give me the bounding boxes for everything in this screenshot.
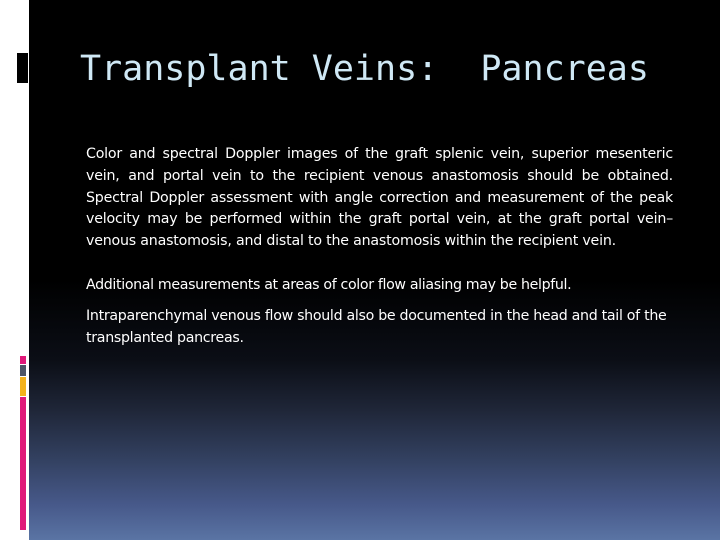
title-marker-bar — [17, 53, 28, 83]
slide-body — [86, 144, 673, 349]
body-paragraph-intraparenchymal: Intraparenchymal venous flow should also be documented in the head and tail of the transplanted pancreas. — [86, 307, 667, 346]
body-paragraph-doppler: Color and spectral Doppler images of the graft splenic vein, superior mesenteric vein, and portal vein to the recipient venous anastomosis should be obtained. Spectral Doppler assessment with angle correction and measurement of the peak velocity may be performed within the graft portal vein, at the graft portal vein–venous anastomosis, and distal to the anastomosis within the recipient vein. — [86, 146, 673, 250]
slide-content-area — [29, 0, 720, 540]
accent-bar-pink-bottom — [20, 397, 26, 530]
accent-bar-pink-top — [20, 356, 26, 364]
slide-title: Transplant Veins: Pancreas — [80, 49, 649, 89]
body-paragraph-aliasing: Additional measurements at areas of color flow aliasing may be helpful. — [86, 276, 572, 293]
accent-bar-yellow — [20, 377, 26, 396]
accent-bar-gray — [20, 365, 26, 376]
